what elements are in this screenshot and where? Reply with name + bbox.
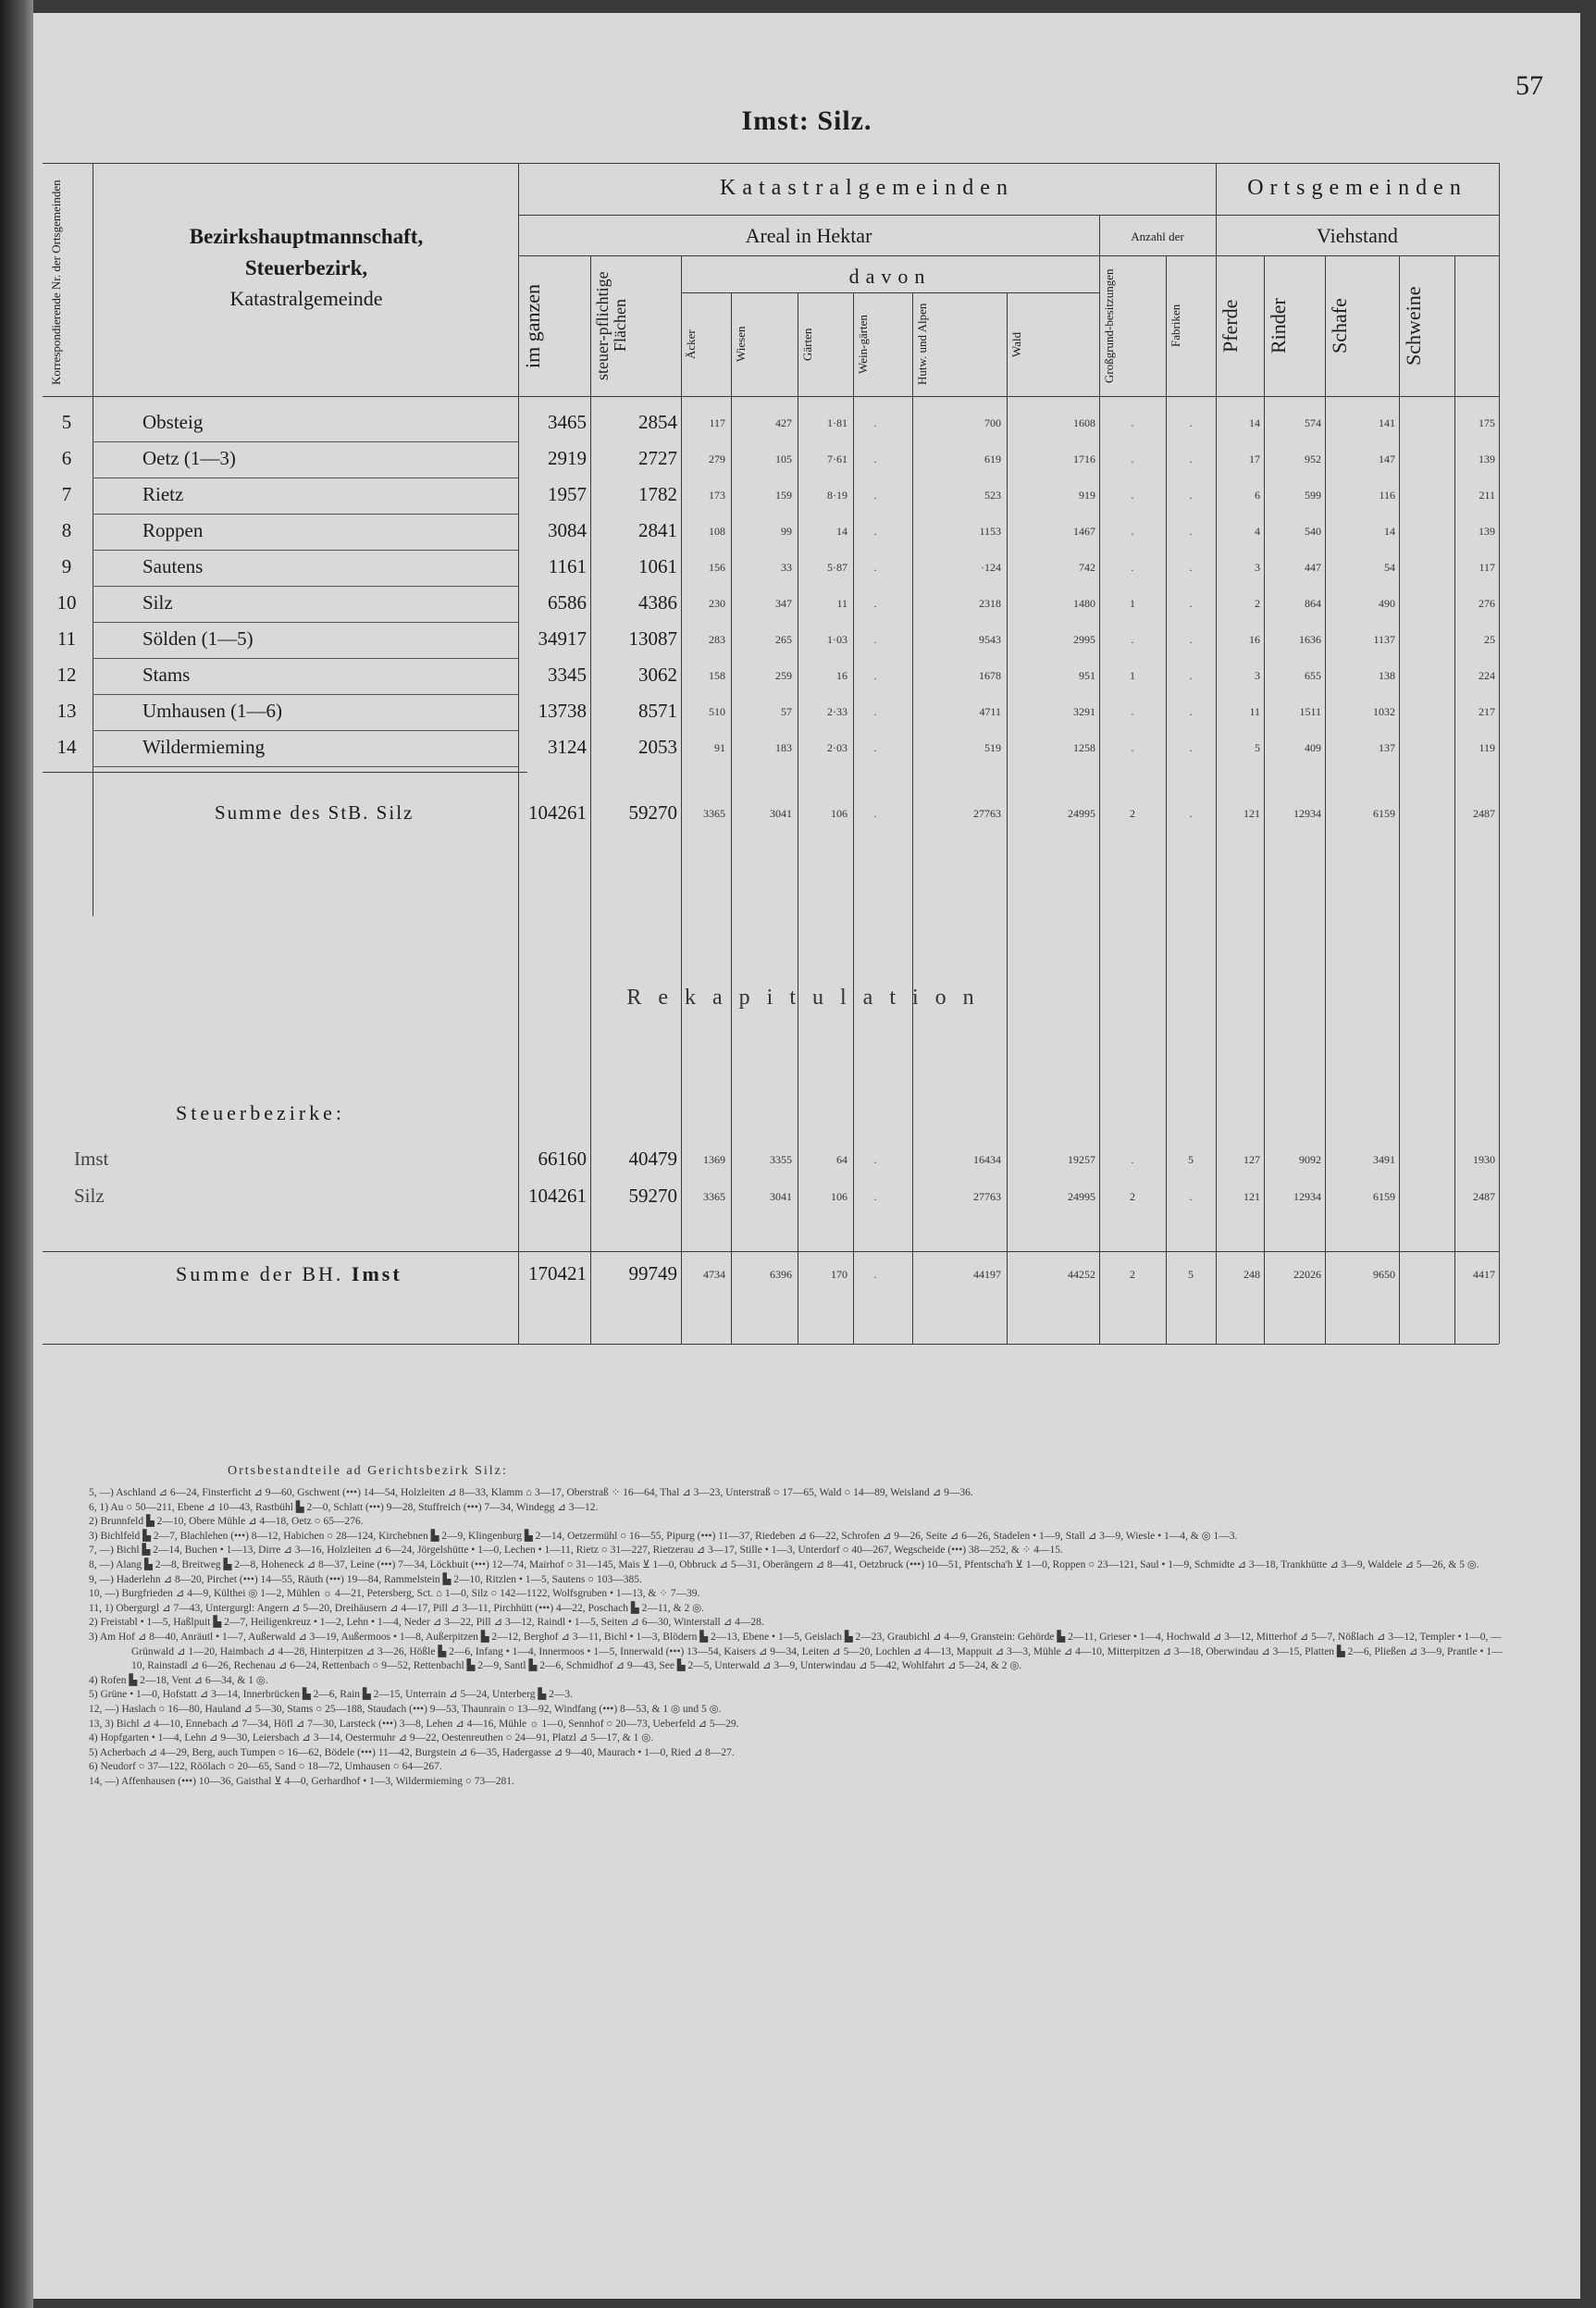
rekap-row-gaerten: 106	[831, 1190, 847, 1203]
row-rinder: 1636	[1299, 633, 1321, 646]
row-gross: .	[1131, 453, 1134, 465]
row-number: 10	[56, 591, 77, 614]
ortsbestandteil-entry: 13, 3) Bichl ⊿ 4—10, Ennebach ⊿ 7—34, Höfl ⊿ 7—30, Larsteck (•••) 3—8, Lehen ⊿ 4—16, Mühle ☼ 1—0, Sennhof ○ 20—73, Ueberfeld ⊿ 5—29.	[89, 1718, 739, 1730]
row-name: Umhausen (1—6)	[142, 700, 283, 722]
row-gaerten: 11	[836, 597, 847, 610]
rekap-summe-aecker: 4734	[703, 1268, 725, 1281]
viehstand-header: Viehstand	[1317, 224, 1398, 247]
rekap-row-ganz: 66160	[538, 1148, 587, 1170]
row-schafe: 138	[1379, 669, 1395, 682]
summe-stb-wald: 24995	[1068, 807, 1095, 820]
row-rinder: 409	[1305, 741, 1321, 754]
row-rule	[93, 694, 518, 695]
rekap-row-wein: .	[873, 1190, 877, 1203]
rekap-row-rinder: 9092	[1299, 1153, 1321, 1166]
row-number: 14	[56, 736, 77, 758]
rekap-row-pferde: 127	[1243, 1153, 1260, 1166]
row-steuer: 1782	[638, 483, 677, 505]
row-steuer: 13087	[628, 627, 677, 650]
anzahl-header: Anzahl der	[1131, 230, 1184, 243]
row-rule	[93, 730, 518, 731]
summe-stb-ganz: 104261	[528, 801, 587, 824]
row-rinder: 447	[1305, 561, 1321, 574]
rekap-row-steuer: 40479	[628, 1148, 677, 1170]
rekap-row-schafe: 6159	[1373, 1190, 1395, 1203]
header-rule-1	[518, 215, 1499, 216]
summe-stb-wiesen: 3041	[770, 807, 792, 820]
row-gaerten: 2·03	[827, 741, 847, 754]
row-wiesen: 159	[775, 489, 792, 502]
row-pferde: 5	[1255, 741, 1260, 754]
row-rinder: 574	[1305, 416, 1321, 429]
row-name: Wildermieming	[142, 736, 266, 758]
header-rule-3	[681, 292, 1099, 293]
row-rinder: 540	[1305, 525, 1321, 538]
row-hutw: 1678	[979, 669, 1001, 682]
table-top-rule	[43, 163, 1499, 164]
row-schweine: 224	[1478, 669, 1495, 682]
row-gross: .	[1131, 416, 1134, 429]
ortsbestandteil-entry: 10, —) Burgfrieden ⊿ 4—9, Külthei ◎ 1—2, Mühlen ☼ 4—21, Petersberg, Sct. ⌂ 1—0, Silz ○ 142—1122, Wolfsgruben • 1—13, & ⁘ 7—39.	[89, 1588, 700, 1600]
row-schweine: 25	[1484, 633, 1495, 646]
row-hutw: 523	[984, 489, 1001, 502]
col-hutweiden-alpen: Hutw. und Alpen	[915, 303, 929, 386]
running-head-district: Imst	[741, 105, 799, 136]
row-wiesen: 347	[775, 597, 792, 610]
rekap-row-rinder: 12934	[1293, 1190, 1321, 1203]
row-fabr: .	[1189, 525, 1193, 538]
row-hutw: 619	[984, 453, 1001, 465]
rekap-row-aecker: 1369	[703, 1153, 725, 1166]
row-wein: .	[873, 525, 877, 538]
row-gaerten: 1·03	[827, 633, 847, 646]
summe-stb-rinder: 12934	[1293, 807, 1321, 820]
row-steuer: 8571	[638, 700, 677, 722]
rekap-row-gross: 2	[1130, 1190, 1135, 1203]
rekap-row-fabr: 5	[1188, 1153, 1194, 1166]
row-schafe: 54	[1384, 561, 1395, 574]
row-wald: 3291	[1073, 705, 1095, 718]
row-gross: 1	[1130, 597, 1135, 610]
row-schweine: 276	[1478, 597, 1495, 610]
row-steuer: 2854	[638, 411, 677, 433]
row-wiesen: 183	[775, 741, 792, 754]
row-schafe: 137	[1379, 741, 1395, 754]
row-hutw: 2318	[979, 597, 1001, 610]
row-fabr: .	[1189, 597, 1193, 610]
row-gaerten: 1·81	[827, 416, 847, 429]
col-schweine: Schweine	[1402, 286, 1425, 366]
row-schafe: 141	[1379, 416, 1395, 429]
rekap-row-fabr: .	[1189, 1190, 1193, 1203]
row-name: Stams	[142, 664, 191, 686]
row-name: Silz	[142, 591, 173, 614]
row-ganz: 34917	[538, 627, 587, 650]
row-pferde: 17	[1249, 453, 1260, 465]
ortsbestandteile-title: Ortsbestandteile ad Gerichtsbezirk Silz:	[228, 1464, 508, 1478]
row-gross: .	[1131, 561, 1134, 574]
row-wald: 1480	[1073, 597, 1095, 610]
row-wein: .	[873, 489, 877, 502]
rekap-row-hutw: 27763	[973, 1190, 1001, 1203]
col-divider	[912, 292, 913, 1344]
row-schafe: 490	[1379, 597, 1395, 610]
row-aecker: 117	[709, 416, 725, 429]
rekap-summe-rinder: 22026	[1293, 1268, 1321, 1281]
row-rule	[93, 514, 518, 515]
row-ganz: 6586	[548, 591, 587, 614]
col-rinder: Rinder	[1267, 298, 1290, 354]
rekap-rule	[43, 1251, 1499, 1252]
rekap-summe-schafe: 9650	[1373, 1268, 1395, 1281]
row-aecker: 173	[709, 489, 725, 502]
rekap-summe-gross: 2	[1130, 1268, 1135, 1281]
row-rule	[93, 550, 518, 551]
row-fabr: .	[1189, 741, 1193, 754]
ortsbestandteile-text	[89, 1486, 1514, 1789]
row-aecker: 158	[709, 669, 725, 682]
row-pferde: 3	[1255, 669, 1260, 682]
row-steuer: 2053	[638, 736, 677, 758]
row-pferde: 16	[1249, 633, 1260, 646]
row-wiesen: 265	[775, 633, 792, 646]
rekap-summe-ganz: 170421	[528, 1262, 587, 1284]
row-fabr: .	[1189, 705, 1193, 718]
row-name: Sölden (1—5)	[142, 627, 254, 650]
summe-stb-hutw: 27763	[973, 807, 1001, 820]
rekap-summe-label-b: Imst	[351, 1262, 402, 1285]
row-gaerten: 14	[836, 525, 847, 538]
rekap-row-gross: .	[1131, 1153, 1134, 1166]
row-wiesen: 33	[781, 561, 792, 574]
row-gaerten: 2·33	[827, 705, 847, 718]
bezirk-header-line2: Steuerbezirk,	[244, 256, 368, 279]
col-divider	[1399, 255, 1400, 1344]
col-steuerpflichtige: steuer-pflichtige Flächen	[593, 271, 629, 380]
row-schafe: 1137	[1373, 633, 1395, 646]
row-steuer: 3062	[638, 664, 677, 686]
ortsbestandteil-entry: 7, —) Bichl ▙ 2—14, Buchen • 1—13, Dirre ⊿ 3—16, Holzleiten ⊿ 6—24, Jörgelshütte • 1—0, Lechen • 1—11, Rietz ○ 31—227, Rietzerau ⊿ 3—17, Stille • 1—3, Unterdorf ○ 40—267, Wegscheide (•••) 38—252, & ⁘ 4—15.	[89, 1545, 1063, 1557]
row-gross: .	[1131, 705, 1134, 718]
row-gross: .	[1131, 525, 1134, 538]
row-aecker: 279	[709, 453, 725, 465]
summe-stb-wein: .	[873, 807, 877, 820]
row-rinder: 1511	[1299, 705, 1321, 718]
table-bottom-rule	[43, 1344, 1499, 1345]
row-fabr: .	[1189, 453, 1193, 465]
ortsbestandteil-entry: 14, —) Affenhausen (•••) 10—36, Gaisthal ⊻ 4—0, Gerhardhof • 1—3, Wildermieming ○ 73—281.	[89, 1775, 514, 1787]
row-rule	[93, 441, 518, 442]
rekap-row-aecker: 3365	[703, 1190, 725, 1203]
row-ganz: 1161	[548, 555, 587, 577]
ortsbestandteil-entry: 4) Rofen ▙ 2—18, Vent ⊿ 6—34, & 1 ◎.	[89, 1674, 268, 1686]
ortsbestandteil-entry: 5, —) Aschland ⊿ 6—24, Finsterficht ⊿ 9—60, Gschwent (•••) 14—54, Holzleiten ⊿ 8—33, Klamm ⌂ 3—17, Oberstraß ⁘ 16—64, Thal ⊿ 3—23, Unterstraß ○ 17—65, Wald ○ 14—89, Weisland ⊿ 9—36.	[89, 1487, 973, 1498]
row-wiesen: 105	[775, 453, 792, 465]
row-number: 6	[61, 447, 72, 469]
bezirk-header-line1: Bezirkshauptmannschaft,	[189, 225, 424, 248]
col-divider	[1099, 215, 1100, 1344]
row-gaerten: 16	[836, 669, 847, 682]
row-gaerten: 5·87	[827, 561, 847, 574]
summe-stb-label: Summe des StB. Silz	[215, 801, 414, 824]
page-number: 57	[1516, 70, 1543, 101]
row-number: 9	[61, 555, 72, 577]
row-rinder: 864	[1305, 597, 1321, 610]
row-gross: .	[1131, 633, 1134, 646]
col-weingaerten: Wein-gärten	[856, 315, 870, 374]
header-rule-2	[518, 255, 1499, 256]
header-bottom-rule	[43, 396, 1499, 397]
ortsbestandteil-entry: 8, —) Alang ▙ 2—8, Breitweg ▙ 2—8, Hoheneck ⊿ 8—37, Leine (•••) 7—34, Löckbuit (•••) 12—74, Mairhof ○ 31—145, Mais ⊻ 1—0, Obbruck ⊿ 5—31, Oberängern ⊿ 8—41, Oetzbruck (•••) 10—51, Pfentscha'h ⊻ 1—0, Roppen ○ 23—121, Saul • 1—9, Schmidte ⊿ 3—18, Trankhütte ⊿ 3—9, Waldele ⊿ 5—26, & 5 ◎.	[89, 1558, 1479, 1570]
rekap-summe-hutw: 44197	[973, 1268, 1001, 1281]
row-schweine: 117	[1478, 561, 1495, 574]
rekap-row-hutw: 16434	[973, 1153, 1001, 1166]
rekap-row-schweine: 1930	[1473, 1153, 1495, 1166]
row-schweine: 175	[1478, 416, 1495, 429]
row-hutw: 700	[984, 416, 1001, 429]
rekap-row-steuer: 59270	[628, 1185, 677, 1207]
row-fabr: .	[1189, 489, 1193, 502]
row-schweine: 217	[1478, 705, 1495, 718]
row-wiesen: 427	[775, 416, 792, 429]
rekap-row-wald: 19257	[1068, 1153, 1095, 1166]
rekap-row-wein: .	[873, 1153, 877, 1166]
rekap-row-gaerten: 64	[836, 1153, 847, 1166]
row-rule	[93, 766, 518, 767]
row-rule	[93, 658, 518, 659]
row-schweine: 139	[1478, 525, 1495, 538]
row-rinder: 655	[1305, 669, 1321, 682]
row-name: Rietz	[142, 483, 184, 505]
rekap-title: Rekapitulation	[626, 986, 991, 1010]
rekap-summe-label	[176, 1262, 402, 1286]
row-name: Sautens	[142, 555, 204, 577]
summe-stb-pferde: 121	[1243, 807, 1260, 820]
row-wein: .	[873, 669, 877, 682]
row-aecker: 156	[709, 561, 725, 574]
row-fabr: .	[1189, 669, 1193, 682]
row-wiesen: 57	[781, 705, 792, 718]
row-schweine: 139	[1478, 453, 1495, 465]
ortsbestandteil-entry: 5) Grüne • 1—0, Hofstatt ⊿ 3—14, Innerbrücken ▙ 2—6, Rain ▙ 2—15, Unterrain ⊿ 5—24, Unterberg ▙ 2—3.	[89, 1689, 573, 1701]
row-wein: .	[873, 416, 877, 429]
scanned-page	[33, 13, 1580, 2299]
col-wiesen: Wiesen	[734, 326, 748, 363]
row-gaerten: 7·61	[827, 453, 847, 465]
col-divider	[590, 255, 591, 1344]
rekap-row-pferde: 121	[1243, 1190, 1260, 1203]
row-wiesen: 259	[775, 669, 792, 682]
running-head	[33, 105, 1580, 137]
summe-stb-gross: 2	[1130, 807, 1135, 820]
row-aecker: 283	[709, 633, 725, 646]
row-wein: .	[873, 453, 877, 465]
book-spine-shadow	[0, 0, 33, 2308]
row-schafe: 116	[1379, 489, 1395, 502]
rekap-summe-steuer: 99749	[628, 1262, 677, 1284]
row-steuer: 4386	[638, 591, 677, 614]
rekap-row-name: Silz	[74, 1185, 105, 1207]
ortsbestandteil-entry: 12, —) Haslach ○ 16—80, Hauland ⊿ 5—30, Stams ○ 25—188, Staudach (•••) 9—53, Thaunrain ○ 13—92, Windfang (•••) 8—53, & 1 ◎ und 5 ◎.	[89, 1703, 722, 1715]
summe-stb-aecker: 3365	[703, 807, 725, 820]
rekap-summe-gaerten: 170	[831, 1268, 847, 1281]
row-number: 8	[61, 519, 72, 541]
row-gross: .	[1131, 489, 1134, 502]
running-head-court: : Silz.	[798, 105, 872, 136]
row-rinder: 952	[1305, 453, 1321, 465]
ortsbestandteil-entry: 5) Acherbach ⊿ 4—29, Berg, auch Tumpen ○ 16—62, Bödele (•••) 11—42, Burgstein ⊿ 6—35, Hadergasse ⊿ 9—40, Maurach • 1—0, Ried ⊿ 8—27.	[89, 1746, 735, 1758]
katastral-header: Katastralgemeinden	[720, 176, 1014, 200]
row-ganz: 3124	[548, 736, 587, 758]
row-pferde: 2	[1255, 597, 1260, 610]
col-aecker: Äcker	[684, 329, 698, 359]
row-ganz: 1957	[548, 483, 587, 505]
bezirk-header-line3: Katastralgemeinde	[229, 287, 383, 310]
row-number: 11	[56, 627, 77, 650]
row-wald: 951	[1079, 669, 1095, 682]
row-fabr: .	[1189, 561, 1193, 574]
row-number: 5	[61, 411, 72, 433]
row-wald: 1716	[1073, 453, 1095, 465]
rekap-row-name: Imst	[74, 1148, 109, 1170]
summe-stb-schafe: 6159	[1373, 807, 1395, 820]
row-fabr: .	[1189, 416, 1193, 429]
korr-nr-header: Korrespondierende Nr. der Ortsgemeinden	[49, 180, 63, 385]
row-steuer: 2727	[638, 447, 677, 469]
row-wein: .	[873, 597, 877, 610]
row-name: Roppen	[142, 519, 204, 541]
rekap-summe-pferde: 248	[1243, 1268, 1260, 1281]
row-hutw: ·124	[981, 561, 1001, 574]
row-pferde: 3	[1255, 561, 1260, 574]
row-rinder: 599	[1305, 489, 1321, 502]
ortsbestandteil-entry: 6) Neudorf ○ 37—122, Röölach ○ 20—65, Sand ○ 18—72, Umhausen ○ 64—267.	[89, 1761, 442, 1773]
row-fabr: .	[1189, 633, 1193, 646]
rekap-row-wald: 24995	[1068, 1190, 1095, 1203]
col-fabriken: Fabriken	[1169, 304, 1182, 348]
row-hutw: 4711	[979, 705, 1001, 718]
col-schafe: Schafe	[1328, 298, 1351, 354]
row-wald: 742	[1079, 561, 1095, 574]
row-ganz: 2919	[548, 447, 587, 469]
col-divider	[1499, 163, 1500, 1344]
ortsbestandteil-entry: 2) Freistabl • 1—5, Haßlpuit ▙ 2—7, Heiligenkreuz • 1—2, Lehn • 1—4, Neder ⊿ 3—22, Pill ⊿ 3—12, Raindl • 1—5, Seiten ⊿ 6—30, Winterstall ⊿ 4—28.	[89, 1617, 764, 1629]
row-wein: .	[873, 561, 877, 574]
row-hutw: 1153	[979, 525, 1001, 538]
summe-stb-schweine: 2487	[1473, 807, 1495, 820]
ortsbestandteil-entry: 2) Brunnfeld ▙ 2—10, Obere Mühle ⊿ 4—18, Oetz ○ 65—276.	[89, 1516, 364, 1528]
row-aecker: 108	[709, 525, 725, 538]
ortsbestandteil-entry: 9, —) Haderlehn ⊿ 8—20, Pirchet (•••) 14—55, Räuth (•••) 19—84, Rammelstein ▙ 2—10, Ritzlen • 1—5, Sautens ○ 103—385.	[89, 1573, 642, 1585]
row-schafe: 14	[1384, 525, 1395, 538]
rekap-row-schafe: 3491	[1373, 1153, 1395, 1166]
row-wein: .	[873, 705, 877, 718]
row-schafe: 147	[1379, 453, 1395, 465]
row-ganz: 3465	[548, 411, 587, 433]
row-number: 13	[56, 700, 77, 722]
rekap-summe-wald: 44252	[1068, 1268, 1095, 1281]
row-hutw: 519	[984, 741, 1001, 754]
row-wiesen: 99	[781, 525, 792, 538]
ortsbestandteil-entry: 11, 1) Obergurgl ⊿ 7—43, Untergurgl: Angern ⊿ 5—20, Dreihäusern ⊿ 4—17, Pill ⊿ 3—11, Pirchhütt (•••) 4—22, Poschach ▙ 2—11, & 2 ◎.	[89, 1602, 704, 1614]
row-aecker: 510	[709, 705, 725, 718]
rekap-summe-label-a: Summe der BH.	[176, 1262, 352, 1285]
rekap-summe-fabr: 5	[1188, 1268, 1194, 1281]
row-gross: 1	[1130, 669, 1135, 682]
row-schafe: 1032	[1373, 705, 1395, 718]
row-aecker: 230	[709, 597, 725, 610]
rekap-summe-wiesen: 6396	[770, 1268, 792, 1281]
row-number: 7	[61, 483, 72, 505]
summe-stb-steuer: 59270	[628, 801, 677, 824]
row-schweine: 119	[1478, 741, 1495, 754]
ortsgemeinden-header: Ortsgemeinden	[1247, 176, 1467, 200]
row-ganz: 3345	[548, 664, 587, 686]
row-steuer: 2841	[638, 519, 677, 541]
row-pferde: 4	[1255, 525, 1260, 538]
ortsbestandteil-entry: 3) Am Hof ⊿ 8—40, Anräutl • 1—7, Außerwald ⊿ 3—19, Außermoos • 1—8, Außerpitzen ▙ 2—12, Berghof ⊿ 3—11, Bichl • 1—3, Blödern ▙ 2—13, Ebene • 1—5, Geislach ▙ 2—23, Graubichl ⊿ 4—9, Granstein: Gehörde ▙ 2—11, Grieser • 1—4, Hochwald ⊿ 3—12, Mitterhof ⊿ 5—7, Nößlach ⊿ 3—12, Templer • 1—0, — Grünwald ⊿ 1—20, Haimbach ⊿ 4—28, Hinterpitzen ⊿ 3—26, Hößle ▙ 2—6, Infang • 1—4, Innermoos • 1—5, Innerwald (•••) 13—54, Kaisers ⊿ 9—34, Leiten ⊿ 5—20, Lochlen ⊿ 4—13, Mappuit ⊿ 3—3, Mühle ⊿ 4—10, Mitterpitzen ⊿ 3—18, Oberwindau ⊿ 3—15, Platten ▙ 2—6, Pließen ⊿ 3—9, Prantle • 1—10, Rainstadl ⊿ 6—26, Rechenau ⊿ 6—24, Rettenbach ○ 9—52, Rettenbachl ▙ 2—9, Santl ▙ 2—6, Schmidhof ⊿ 9—43, See ▙ 2—5, Unterwald ⊿ 3—9, Unterwindau ⊿ 5—42, Wohlfahrt ⊿ 5—24, & 2 ◎.	[89, 1631, 1503, 1672]
col-wald: Wald	[1009, 331, 1023, 357]
row-wald: 1467	[1073, 525, 1095, 538]
col-grossgrundbesitzungen: Großgrund-besitzungen	[1102, 268, 1116, 383]
summe-stb-gaerten: 106	[831, 807, 847, 820]
col-divider	[1007, 292, 1008, 1344]
rekap-summe-wein: .	[873, 1268, 877, 1281]
row-ganz: 13738	[538, 700, 587, 722]
col-im-ganzen: im ganzen	[521, 283, 544, 368]
row-wein: .	[873, 633, 877, 646]
ortsbestandteil-entry: 4) Hopfgarten • 1—4, Lehn ⊿ 9—30, Leiersbach ⊿ 3—14, Oestermuhr ⊿ 9—22, Oestenreuthen ○ 24—91, Platzl ⊿ 5—17, & 1 ◎.	[89, 1732, 654, 1744]
rekap-row-wiesen: 3041	[770, 1190, 792, 1203]
col-pferde: Pferde	[1219, 299, 1242, 353]
rekap-summe-schweine: 4417	[1473, 1268, 1495, 1281]
row-pferde: 6	[1255, 489, 1260, 502]
ortsbestandteil-entry: 6, 1) Au ○ 50—211, Ebene ⊿ 10—43, Rastbühl ▙ 2—0, Schlatt (•••) 9—28, Stuffreich (•••) 7—34, Windegg ⊿ 3—12.	[89, 1501, 599, 1513]
row-rule	[93, 586, 518, 587]
ortsbestandteil-entry: 3) Bichlfeld ▙ 2—7, Blachlehen (•••) 8—12, Habichen ○ 28—124, Kirchebnen ▙ 2—9, Klingenburg ▙ 2—14, Oetzermühl ○ 16—55, Pipurg (•••) 11—37, Riedeben ⊿ 6—22, Schrofen ⊿ 9—26, Seite ⊿ 6—26, Stadelen • 1—9, Stall ⊿ 3—9, Wiesle • 1—4, & ◎ 1—3.	[89, 1530, 1238, 1542]
row-wald: 1258	[1073, 741, 1095, 754]
row-wald: 919	[1079, 489, 1095, 502]
col-gaerten: Gärten	[800, 328, 814, 361]
rekap-row-schweine: 2487	[1473, 1190, 1495, 1203]
row-wein: .	[873, 741, 877, 754]
summe-stb-fabr: .	[1189, 807, 1193, 820]
row-gross: .	[1131, 741, 1134, 754]
rekap-row-ganz: 104261	[528, 1185, 587, 1207]
row-steuer: 1061	[638, 555, 677, 577]
row-pferde: 11	[1249, 705, 1260, 718]
row-number: 12	[56, 664, 77, 686]
row-rule	[93, 622, 518, 623]
row-hutw: 9543	[979, 633, 1001, 646]
row-ganz: 3084	[548, 519, 587, 541]
row-name: Obsteig	[142, 411, 204, 433]
areal-header: Areal in Hektar	[745, 224, 872, 247]
row-wald: 2995	[1073, 633, 1095, 646]
rows-bottom-rule	[43, 772, 527, 773]
row-wald: 1608	[1073, 416, 1095, 429]
row-aecker: 91	[714, 741, 725, 754]
row-schweine: 211	[1478, 489, 1495, 502]
row-pferde: 14	[1249, 416, 1260, 429]
row-gaerten: 8·19	[827, 489, 847, 502]
rekap-row-wiesen: 3355	[770, 1153, 792, 1166]
steuerbezirke-label: Steuerbezirke:	[176, 1101, 346, 1124]
row-name: Oetz (1—3)	[142, 447, 236, 469]
davon-header: davon	[848, 265, 932, 288]
